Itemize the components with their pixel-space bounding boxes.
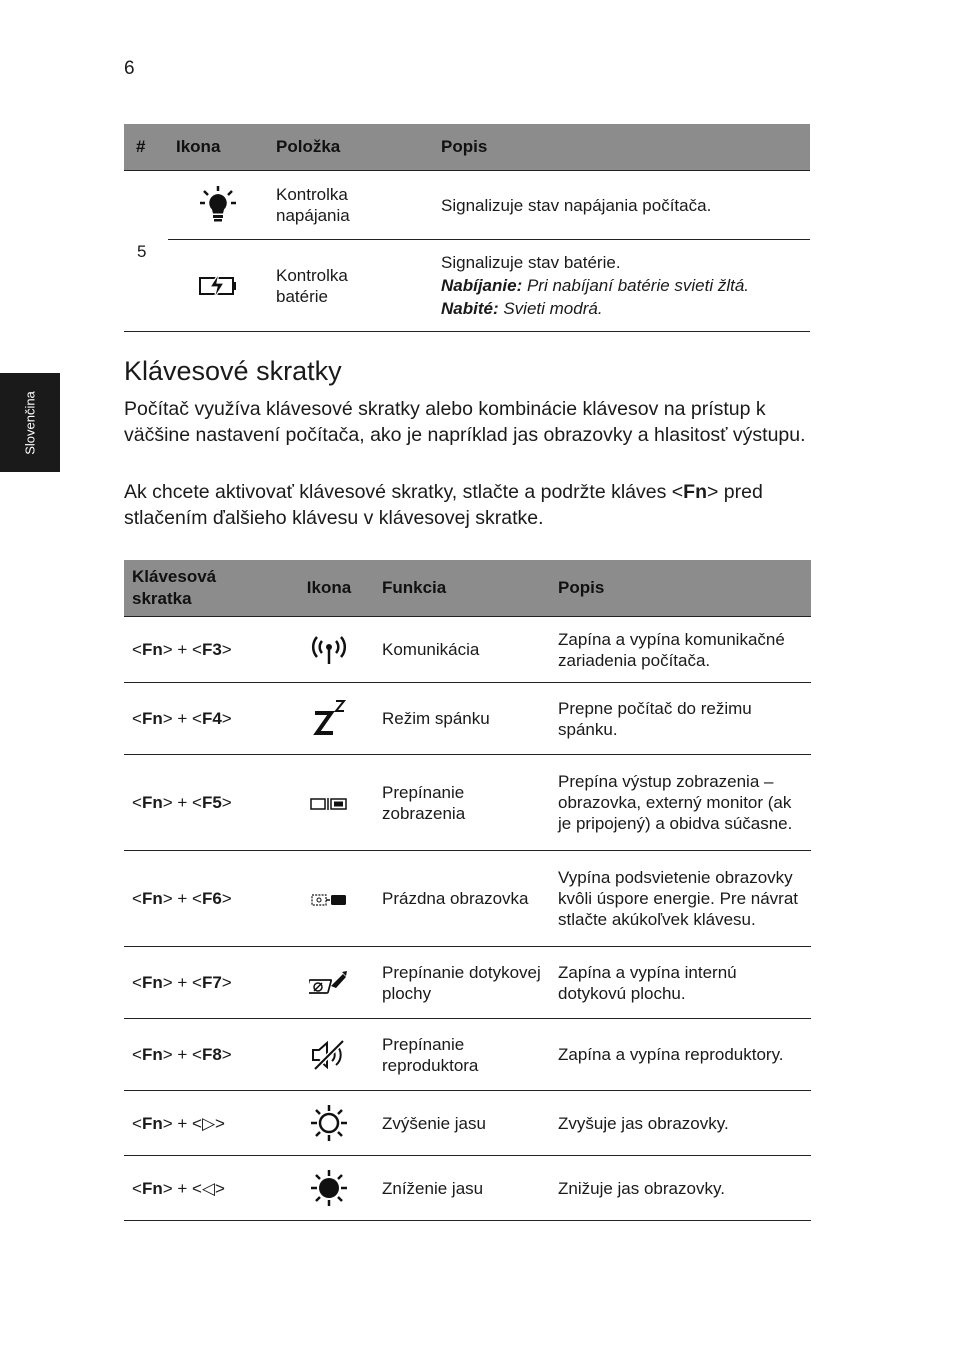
sleep-icon (284, 683, 374, 755)
col-header-function: Funkcia (374, 560, 550, 617)
col-header-shortcut (124, 560, 284, 617)
fn-key: Fn (141, 973, 163, 992)
desc-battery-light (433, 240, 810, 332)
shortcut: <Fn> + <F8> (124, 1019, 284, 1091)
power-light-icon (168, 171, 268, 240)
desc-power-light: Signalizuje stav napájania počítača. (433, 171, 810, 240)
function-desc: Znižuje jas obrazovky. (550, 1156, 811, 1221)
function-name: Zvýšenie jasu (374, 1091, 550, 1156)
shortcut: <Fn> + <F7> (124, 947, 284, 1019)
function-key: F7 (201, 973, 222, 992)
item-line: batérie (276, 286, 328, 306)
table-row (124, 240, 810, 332)
function-key: F4 (201, 709, 222, 728)
activation-paragraph (124, 479, 814, 531)
charged-text: Svieti modrá. (498, 299, 603, 318)
hotkey-table (124, 560, 811, 1221)
item-line: napájania (276, 206, 350, 225)
col-header-number: # (124, 124, 168, 171)
fn-key-label: Fn (683, 481, 707, 503)
charged-label: Nabité: (441, 299, 499, 318)
table-row (124, 1091, 811, 1156)
function-key: ◁ (201, 1178, 216, 1198)
function-desc: Vypína podsvietenie obrazovky kvôli úspore energie. Pre návrat stlačte akúkoľvek klávesu. (550, 851, 811, 947)
function-desc: Prepne počítač do režimu spánku. (550, 683, 811, 755)
wireless-icon (284, 617, 374, 683)
function-name: Prepínanie zobrazenia (374, 755, 550, 851)
shortcut: <Fn> + <F3> (124, 617, 284, 683)
col-header-desc: Popis (433, 124, 810, 171)
table-row (124, 683, 811, 755)
function-key: F5 (201, 793, 222, 812)
function-name: Prepínanie dotykovej plochy (374, 947, 550, 1019)
fn-key: Fn (141, 640, 163, 659)
item-battery-light (268, 240, 433, 332)
col-header-item: Položka (268, 124, 433, 171)
table-header-row (124, 560, 811, 617)
table-row (124, 755, 811, 851)
function-desc: Zapína a vypína reproduktory. (550, 1019, 811, 1091)
table-row (124, 947, 811, 1019)
para-text: > pred stlačením ďalšieho klávesu v klávesovej skratke. (124, 481, 763, 529)
table-row (124, 171, 810, 240)
col-header-icon: Ikona (284, 560, 374, 617)
fn-key: Fn (141, 709, 163, 728)
col-header-icon: Ikona (168, 124, 268, 171)
indicator-table (124, 124, 810, 332)
brightness-up-icon (284, 1091, 374, 1156)
item-line: Kontrolka (276, 185, 348, 204)
function-name: Prázdna obrazovka (374, 851, 550, 947)
brightness-down-icon (284, 1156, 374, 1221)
group-number: 5 (124, 171, 168, 332)
function-desc: Zapína a vypína komunikačné zariadenia počítača. (550, 617, 811, 683)
function-key: ▷ (201, 1113, 216, 1133)
fn-key: Fn (141, 793, 163, 812)
shortcut: <Fn> + <F6> (124, 851, 284, 947)
shortcut: <Fn> + <F4> (124, 683, 284, 755)
shortcut: <Fn> + <◁> (124, 1156, 284, 1221)
display-toggle-icon (284, 755, 374, 851)
table-header-row (124, 124, 810, 171)
language-side-tab (0, 373, 60, 472)
function-name: Zníženie jasu (374, 1156, 550, 1221)
desc-line: Signalizuje stav batérie. (441, 253, 621, 272)
page-number: 6 (124, 58, 135, 79)
speaker-toggle-icon (284, 1019, 374, 1091)
table-row (124, 1019, 811, 1091)
blank-screen-icon (284, 851, 374, 947)
touchpad-toggle-icon (284, 947, 374, 1019)
function-name: Komunikácia (374, 617, 550, 683)
intro-paragraph: Počítač využíva klávesové skratky alebo kombinácie klávesov na prístup k väčšine nastavení počítača, ako je napríklad jas obrazovky a hlasitosť výstupu. (124, 398, 806, 446)
item-power-light (268, 171, 433, 240)
col-header-desc: Popis (550, 560, 811, 617)
language-label: Slovenčina (22, 391, 38, 455)
battery-charging-icon (168, 240, 268, 332)
table-row (124, 617, 811, 683)
header-line: Klávesová (132, 567, 217, 586)
function-key: F6 (201, 889, 222, 908)
function-desc: Zvyšuje jas obrazovky. (550, 1091, 811, 1156)
table-row (124, 851, 811, 947)
shortcut: <Fn> + <▷> (124, 1091, 284, 1156)
item-line: Kontrolka (276, 265, 348, 285)
para-text: Ak chcete aktivovať klávesové skratky, stlačte a podržte kláves < (124, 481, 684, 503)
function-key: F3 (201, 640, 222, 659)
function-desc: Prepína výstup zobrazenia – obrazovka, externý monitor (ak je pripojený) a obidva súčasne. (550, 755, 811, 851)
function-key: F8 (201, 1045, 222, 1064)
function-desc: Zapína a vypína internú dotykovú plochu. (550, 947, 811, 1019)
charging-text: Pri nabíjaní batérie svieti žltá. (522, 276, 750, 295)
section-title: Klávesové skratky (124, 356, 342, 386)
header-line: skratka (132, 589, 192, 608)
table-row (124, 1156, 811, 1221)
function-name: Prepínanie reproduktora (374, 1019, 550, 1091)
fn-key: Fn (141, 1178, 163, 1198)
shortcut: <Fn> + <F5> (124, 755, 284, 851)
fn-key: Fn (141, 889, 163, 908)
fn-key: Fn (141, 1113, 163, 1133)
fn-key: Fn (141, 1045, 163, 1064)
charging-label: Nabíjanie: (441, 276, 523, 295)
function-name: Režim spánku (374, 683, 550, 755)
